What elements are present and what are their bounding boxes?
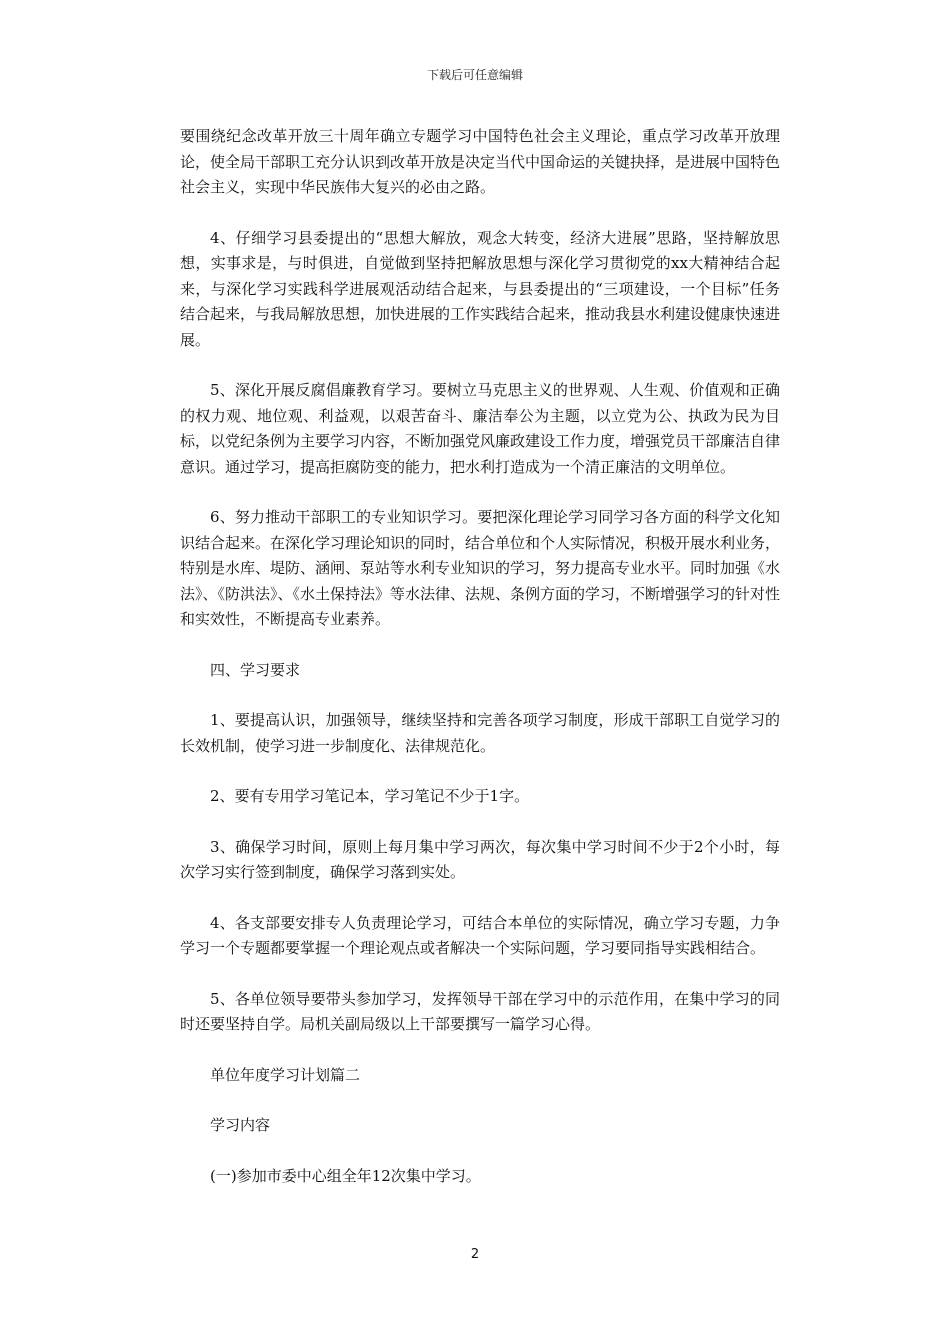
paragraph-requirement-3: 3、确保学习时间，原则上每月集中学习两次，每次集中学习时间不少于2个小时，每次学习实行签到制度，确保学习落到实处。 [180, 837, 780, 881]
paragraph-item-4-county-thinking: 4、仔细学习县委提出的“思想大解放，观念大转变，经济大进展”思路，坚持解放思想，实事求是，与时俱进，自觉做到坚持把解放思想与深化学习贯彻党的xx大精神结合起来，与深化学习实践科学进展观活动结合起来，与县委提出的“三项建设，一个目标”任务结合起来，与我局解放思想，加快进展的工作实践结合起来，推动我县水利建设健康快速进展。 [180, 228, 781, 349]
section-heading-study-content: 学习内容 [210, 1116, 271, 1134]
paragraph-content-item-1: (一)参加市委中心组全年12次集中学习。 [210, 1166, 481, 1185]
section-heading-study-requirements: 四、学习要求 [210, 660, 301, 679]
paragraph-requirement-1: 1、要提高认识，加强领导，继续坚持和完善各项学习制度，形成干部职工自觉学习的长效机制，使学习进一步制度化、法律规范化。 [180, 711, 780, 755]
paragraph-requirement-2: 2、要有专用学习笔记本，学习笔记不少于1字。 [210, 787, 530, 805]
document-header: 下载后可任意编辑 [426, 68, 523, 82]
paragraph-item-6-professional-knowledge: 6、努力推动干部职工的专业知识学习。要把深化理论学习同学习各方面的科学文化知识结合起来。在深化学习理论知识的同时，结合单位和个人实际情况，积极开展水利业务，特别是水库、堤防、涵闸、泵站等水利专业知识的学习，努力提高专业水平。同时加强《水法》、《防洪法》、《水土保持法》等水法律、法规、条例方面的学习，不断增强学习的针对性和实效性，不断提高专业素养。 [180, 508, 781, 628]
paragraph-requirement-5: 5、各单位领导要带头参加学习，发挥领导干部在学习中的示范作用，在集中学习的同时还要坚持自学。局机关副局级以上干部要撰写一篇学习心得。 [180, 989, 780, 1033]
page-number: 2 [470, 1247, 480, 1262]
document-body [180, 124, 780, 1189]
paragraph-requirement-4: 4、各支部要安排专人负责理论学习，可结合本单位的实际情况，确立学习专题，力争学习一个专题都要掌握一个理论观点或者解决一个实际问题，学习要同指导实践相结合。 [180, 913, 780, 957]
section-heading-plan-part-two: 单位年度学习计划篇二 [210, 1065, 361, 1084]
paragraph-theory-study: 要围绕纪念改革开放三十周年确立专题学习中国特色社会主义理论，重点学习改革开放理论，使全局干部职工充分认识到改革开放是决定当代中国命运的关键抉择，是进展中国特色社会主义，实现中华民族伟大复兴的必由之路。 [180, 127, 781, 196]
paragraph-item-5-anti-corruption: 5、深化开展反腐倡廉教育学习。要树立马克思主义的世界观、人生观、价值观和正确的权力观、地位观、利益观，以艰苦奋斗、廉洁奉公为主题，以立党为公、执政为民为目标，以党纪条例为主要学习内容，不断加强党风廉政建设工作力度，增强党员干部廉洁自律意识。通过学习，提高拒腐防变的能力，把水利打造成为一个清正廉洁的文明单位。 [180, 381, 781, 476]
